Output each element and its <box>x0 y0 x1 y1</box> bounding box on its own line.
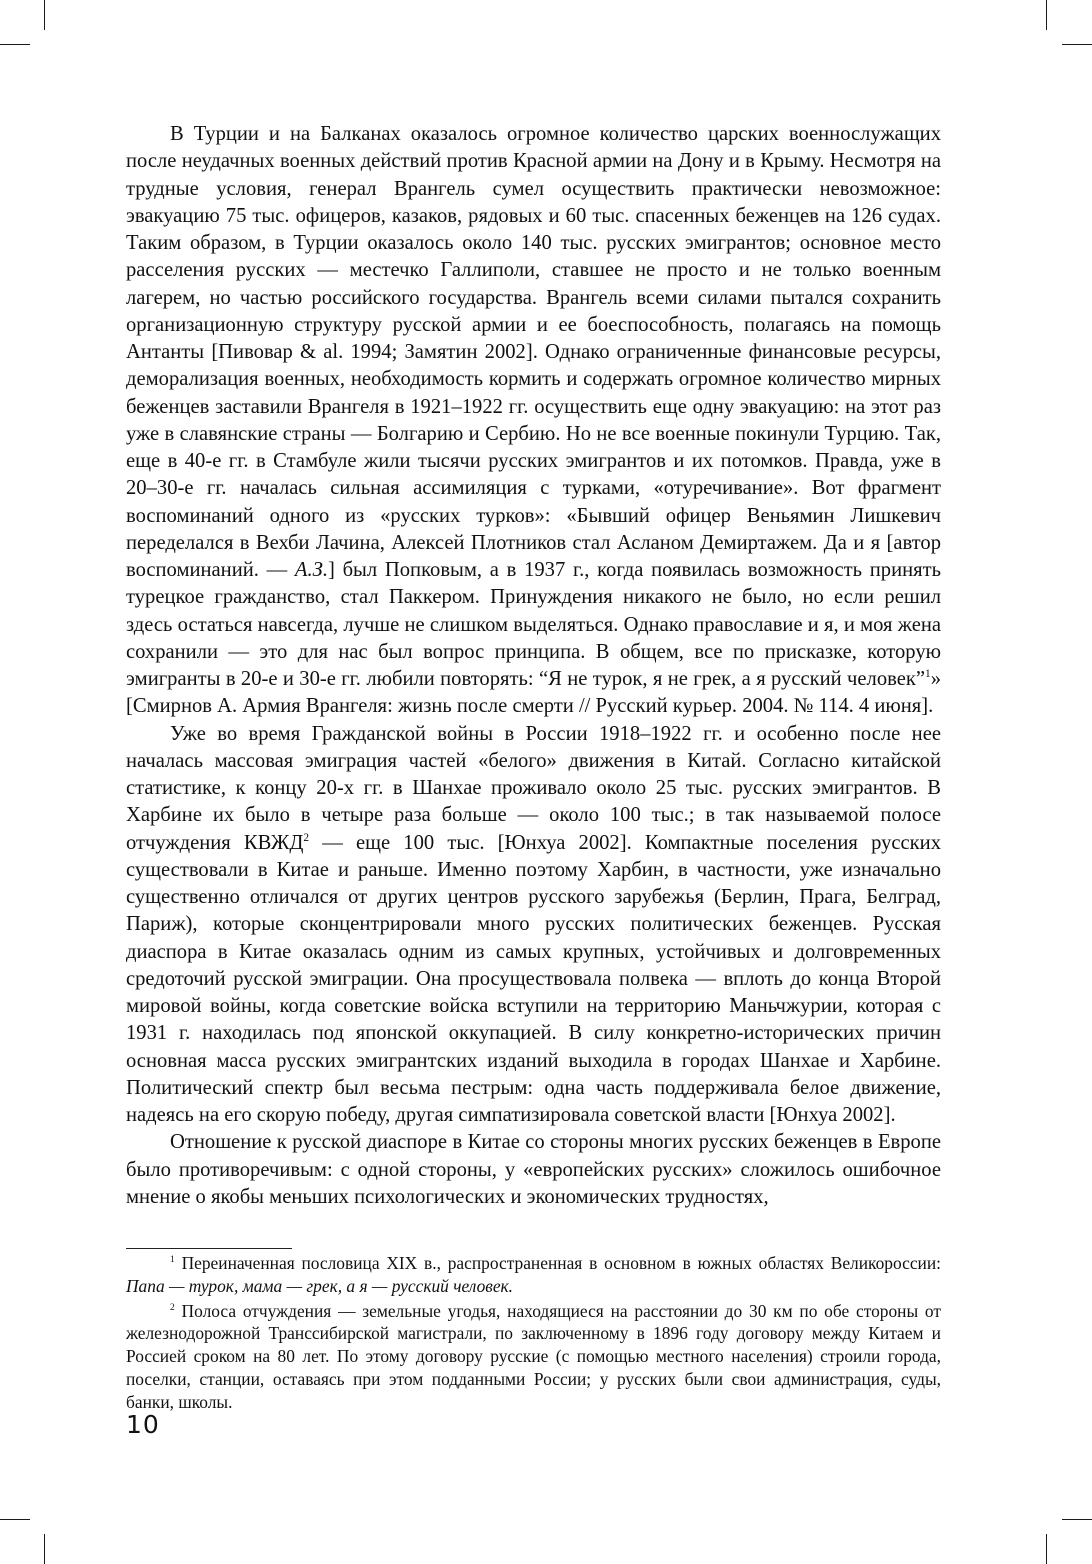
paragraph-attitude: Отношение к русской диаспоре в Китае со стороны многих русских беженцев в Европе было противоречивым: с одной стороны, у «европейских русских» сложилось ошибочное мнение о якобы меньших психологических и экономических трудностях, <box>126 1131 941 1208</box>
paragraph-china-rest: — еще 100 тыс. [Юнхуа 2002]. Компактные поселения русских существовали в Китае и раньше. Именно поэтому Харбин, в частности, уже изначально существенно отличался от других центров русского зарубежья (Берлин, Прага, Белград, Париж), которые сконцентрировали много русских политических беженцев. Русская диаспора в Китае оказалась одним из самых крупных, устойчивых и долговременных средоточий русской эмиграции. Она просуществовала полвека — вплоть до конца Второй мировой войны, когда советские войска вступили на территорию Маньчжурии, которая с 1931 г. находилась под японской оккупацией. В силу конкретно-исторических причин основная масса русских эмигрантских изданий выходила в городах Шанхае и Харбине. Политический спектр был весьма пестрым: одна часть поддерживала белое движение, надеясь на его скорую победу, другая симпатизировала советской власти [Юнхуа 2002]. <box>126 831 941 1126</box>
crop-mark-top-left-horizontal <box>0 44 30 45</box>
footnote-1-text: Переиначенная пословица XIX в., распространенная в основном в южных областях Великороссии: <box>174 1253 941 1273</box>
footnote-1-mark: 1 <box>170 1254 175 1266</box>
author-initials: А.З. <box>294 559 328 581</box>
footnote-1-proverb: Папа — турок, мама — грек, а я — русский человек. <box>126 1275 514 1296</box>
footnote-separator <box>126 1248 292 1249</box>
footnote-ref-2[interactable]: 2 <box>303 831 310 844</box>
footnote-1 <box>126 1252 941 1298</box>
page-number: 10 <box>126 1410 160 1439</box>
crop-mark-top-right-horizontal <box>1062 44 1092 45</box>
crop-mark-bottom-right-vertical <box>1046 1534 1047 1564</box>
footnote-2 <box>126 1300 941 1414</box>
crop-mark-bottom-left-horizontal <box>0 1519 30 1520</box>
paragraph-turkey-end: » [Смирнов А. Армия Врангеля: жизнь после смерти // Русский курьер. 2004. № 114. 4 июня]. <box>126 668 941 718</box>
crop-mark-bottom-left-vertical <box>44 1534 45 1564</box>
crop-mark-top-left-vertical <box>44 0 45 30</box>
footnotes <box>126 1252 941 1414</box>
main-text <box>126 121 941 1211</box>
footnote-2-text: Полоса отчуждения — земельные угодья, находящиеся на расстоянии до 30 км по обе стороны от железнодорожной Транссибирской магистрали, по заключенному в 1896 году договору между Китаем и Россией сроком на 80 лет. По этому договору русские (с помощью местного населения) строили города, поселки, станции, оставаясь при этом подданными России; у русских были свои администрация, суды, банки, школы. <box>126 1300 941 1412</box>
crop-mark-bottom-right-horizontal <box>1062 1519 1092 1520</box>
crop-mark-top-right-vertical <box>1046 0 1047 30</box>
paragraph-china <box>126 721 941 1130</box>
paragraph-china-start: Уже во время Гражданской войны в России 1918–1922 гг. и особенно после нее началась массовая эмиграция частей «белого» движения в Китай. Согласно китайской статистике, к концу 20-х гг. в Шанхае проживало около 25 тыс. русских эмигрантов. В Харбине их было в четыре раза больше — около 100 тыс.; в так называемой полосе отчуждения КВЖД <box>126 722 941 854</box>
footnote-ref-1[interactable]: 1 <box>925 668 931 681</box>
footnote-2-mark: 2 <box>170 1301 175 1313</box>
paragraph-turkey-continued: ] был Попковым, а в 1937 г., когда появилась возможность принять турецкое гражданство, стал Паккером. Принуждения никакого не было, но если решил здесь остаться навсегда, лучше не слишком выделяться. Однако православие и я, и моя жена сохранили — это для нас был вопрос принципа. В общем, все по присказке, которую эмигранты в 20-е и 30-е гг. любили повторять: “Я не турок, я не грек, а я русский человек” <box>126 559 941 690</box>
paragraph-turkey-text: В Турции и на Балканах оказалось огромное количество царских военнослужащих после неудачных военных действий против Красной армии на Дону и в Крыму. Несмотря на трудные условия, генерал Врангель сумел осуществить практически невозможное: эвакуацию 75 тыс. офицеров, казаков, рядовых и 60 тыс. спасенных беженцев на 126 судах. Таким образом, в Турции оказалось около 140 тыс. русских эмигрантов; основное место расселения русских — местечко Галлиполи, ставшее не просто и не только военным лагерем, но частью российского государства. Врангель всеми силами пытался сохранить организационную структуру русской армии и ее боеспособность, полагаясь на помощь Антанты [Пивовар & al. 1994; Замятин 2002]. Однако ограниченные финансовые ресурсы, деморализация военных, необходимость кормить и содержать огромное количество мирных беженцев заставили Врангеля в 1921–1922 гг. осуществить еще одну эвакуацию: на этот раз уже в славянские страны — Болгарию и Сербию. Но не все военные покинули Турцию. Так, еще в 40-е гг. в Стамбуле жили тысячи русских эмигрантов и их потомков. Правда, уже в 20–30-е гг. началась сильная ассимиляция с турками, «отуречивание». Вот фрагмент воспоминаний одного из «русских турков»: «Бывший офицер Веньямин Лишкевич переделался в Вехби Лачина, Алексей Плотников стал Асланом Демиртажем. Да и я [автор воспоминаний. — <box>126 123 941 581</box>
paragraph-turkey <box>126 121 941 721</box>
